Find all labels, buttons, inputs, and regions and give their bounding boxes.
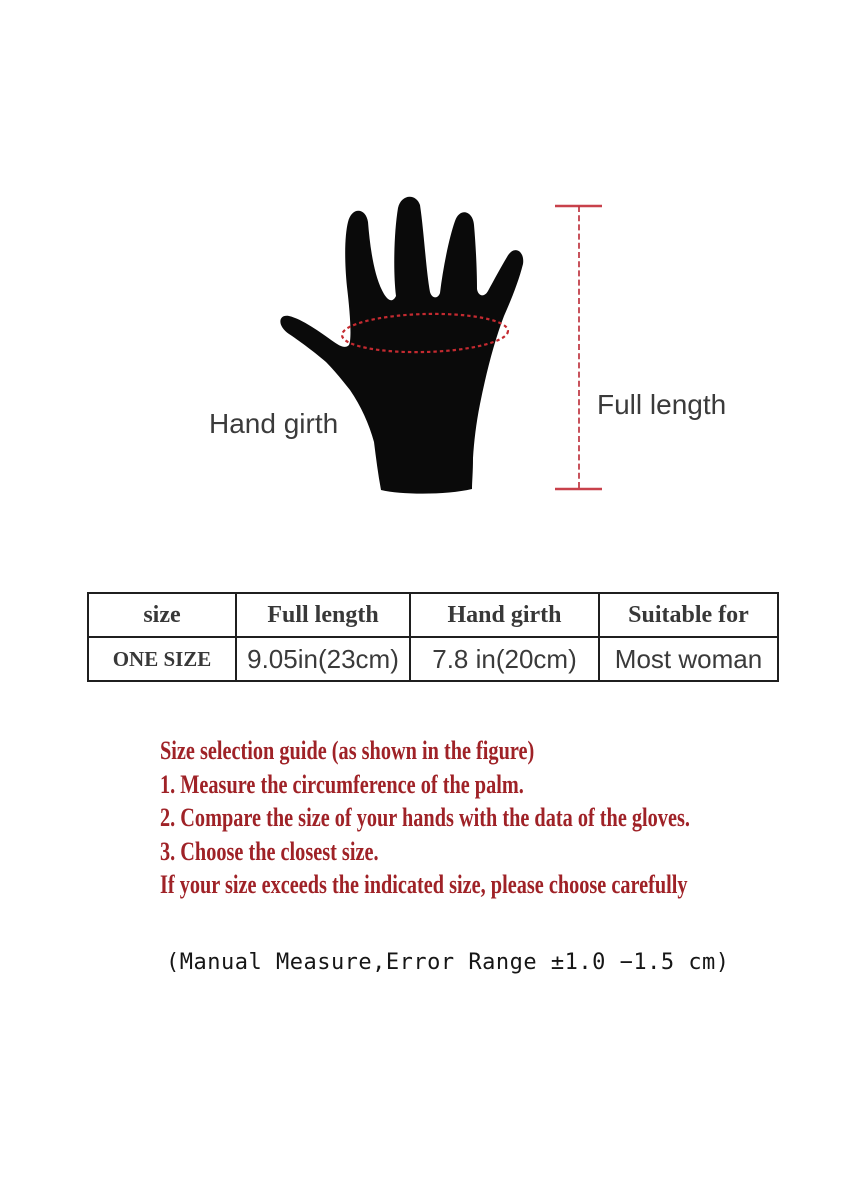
hand-girth-label: Hand girth [209, 408, 339, 439]
size-table [87, 592, 779, 682]
guide-step-3: 3. Choose the closest size. [160, 836, 379, 866]
header-hand-girth: Hand girth [410, 593, 599, 637]
header-full-length: Full length [236, 593, 410, 637]
header-size: size [88, 593, 236, 637]
header-suitable-for: Suitable for [599, 593, 778, 637]
guide-step-1: 1. Measure the circumference of the palm. [160, 769, 524, 799]
size-table-data-row [88, 637, 778, 681]
hand-silhouette-icon [272, 192, 536, 500]
cell-hand-girth: 7.8 in(20cm) [410, 637, 599, 681]
full-length-measure-line-icon [549, 197, 609, 497]
guide-warning: If your size exceeds the indicated size, please choose carefully [160, 870, 688, 900]
cell-suitable-for: Most woman [599, 637, 778, 681]
guide-title: Size selection guide (as shown in the figure) [160, 736, 535, 765]
full-length-label: Full length [597, 389, 727, 420]
cell-full-length: 9.05in(23cm) [236, 637, 410, 681]
measure-error-note: (Manual Measure,Error Range ±1.0 −1.5 cm) [166, 950, 730, 975]
cell-size: ONE SIZE [88, 637, 236, 681]
size-selection-guide [160, 734, 839, 902]
size-table-header-row [88, 593, 778, 637]
guide-step-2: 2. Compare the size of your hands with the data of the gloves. [160, 803, 690, 833]
